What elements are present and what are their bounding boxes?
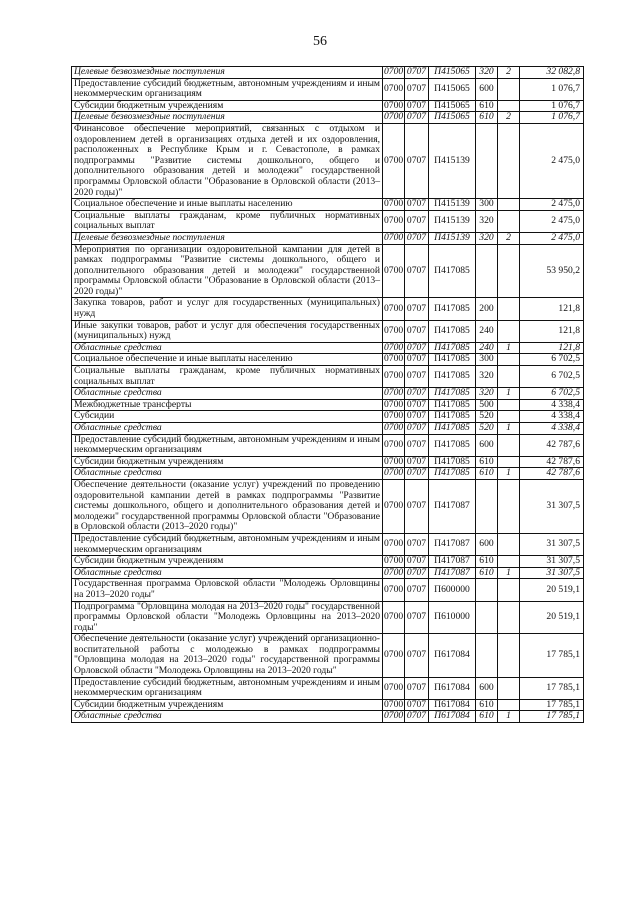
expense-name-cell: Обеспечение деятельности (оказание услуг) учреждений организационно-воспитательной работы с молодежью в рамках подпрограммы "Орловщина молодая на 2013–2020 годы" государственной программы Орловской области "Молодежь Орловщины на 2013–2020 годы" bbox=[72, 634, 383, 677]
expense-type-cell bbox=[476, 634, 498, 677]
expense-type-cell: 500 bbox=[476, 399, 498, 411]
section-code-cell: 0707 bbox=[405, 388, 429, 400]
amount-cell: 42 787,6 bbox=[520, 456, 584, 468]
target-article-cell: П617084 bbox=[429, 699, 476, 711]
target-article-cell: П417087 bbox=[429, 567, 476, 579]
ministry-code-cell: 0700 bbox=[384, 387, 404, 399]
table-row bbox=[72, 634, 584, 677]
amount-cell: 121,8 bbox=[520, 298, 584, 320]
expense-type-cell: 610 bbox=[476, 567, 498, 579]
target-article-cell: П417085 bbox=[429, 366, 476, 388]
expense-type-cell: 520 bbox=[476, 423, 498, 435]
expense-type-cell: 610 bbox=[476, 456, 498, 468]
ministry-code-cell: 0700 bbox=[384, 422, 404, 433]
table-row bbox=[72, 78, 584, 100]
funding-source-cell bbox=[498, 579, 520, 601]
target-article-cell: П415065 bbox=[429, 78, 476, 100]
expense-name-cell: Закупка товаров, работ и услуг для государственных (муниципальных) нужд bbox=[72, 298, 383, 320]
amount-cell: 121,8 bbox=[520, 320, 584, 342]
expense-name-cell: Областные средства bbox=[72, 342, 383, 354]
funding-source-cell bbox=[498, 411, 520, 423]
expense-name-cell: Социальное обеспечение и иные выплаты населению bbox=[72, 199, 383, 211]
funding-source-cell: 1 bbox=[498, 388, 520, 400]
ministry-code-cell: 0700 bbox=[383, 320, 405, 342]
funding-source-cell bbox=[498, 244, 520, 298]
amount-cell: 17 785,1 bbox=[520, 677, 584, 699]
section-code-cell: 0707 bbox=[405, 634, 429, 677]
amount-cell: 4 338,4 bbox=[520, 399, 584, 411]
table-row bbox=[72, 556, 584, 568]
expense-name-cell: Субсидии бюджетным учреждениям bbox=[72, 456, 383, 468]
section-code-cell: 0707 bbox=[405, 298, 429, 320]
table-row bbox=[72, 366, 584, 388]
section-code-cell: 0707 bbox=[405, 579, 429, 601]
ministry-code-cell: 0700 bbox=[384, 231, 404, 243]
expense-name-cell: Предоставление субсидий бюджетным, автономным учреждениям и иным некоммерческим организациям bbox=[72, 434, 383, 456]
target-article-cell: П415139 bbox=[429, 123, 476, 198]
target-article-cell: П417085 bbox=[429, 468, 476, 480]
amount-cell: 4 338,4 bbox=[520, 411, 584, 423]
expense-type-cell: 320 bbox=[476, 210, 498, 232]
amount-cell: 20 519,1 bbox=[520, 601, 584, 634]
ministry-code-cell: 0700 bbox=[384, 198, 404, 210]
section-code-cell: 0707 bbox=[405, 479, 429, 533]
amount-cell: 42 787,6 bbox=[520, 468, 584, 480]
funding-source-cell: 1 bbox=[498, 423, 520, 435]
ministry-code-cell: 0700 bbox=[384, 341, 404, 353]
section-code-cell: 0707 bbox=[405, 399, 429, 411]
ministry-code-cell: 0700 bbox=[383, 298, 405, 320]
funding-source-cell bbox=[498, 533, 520, 555]
table-row bbox=[72, 244, 584, 298]
amount-cell: 31 307,5 bbox=[520, 567, 584, 579]
funding-source-cell bbox=[498, 434, 520, 456]
amount-cell: 4 338,4 bbox=[520, 423, 584, 435]
ministry-code-cell: 0700 bbox=[383, 210, 405, 232]
target-article-cell: П417085 bbox=[429, 244, 476, 298]
table-row bbox=[72, 123, 584, 198]
expense-name-cell: Социальные выплаты гражданам, кроме публичных нормативных социальных выплат bbox=[72, 366, 383, 388]
ministry-code-cell: 0700 bbox=[384, 398, 404, 410]
target-article-cell: П417085 bbox=[429, 320, 476, 342]
expense-type-cell: 320 bbox=[476, 366, 498, 388]
amount-cell: 31 307,5 bbox=[520, 479, 584, 533]
table-row bbox=[72, 399, 584, 411]
section-code-cell: 0707 bbox=[405, 342, 429, 354]
amount-cell: 2 475,0 bbox=[520, 232, 584, 244]
ministry-code-cell: 0700 bbox=[383, 366, 405, 388]
target-article-cell: П415065 bbox=[429, 100, 476, 112]
amount-cell: 6 702,5 bbox=[520, 388, 584, 400]
funding-source-cell: 2 bbox=[498, 112, 520, 124]
expense-name-cell: Мероприятия по организации оздоровительной кампании для детей в рамках подпрограммы "Развитие системы дошкольного, общего и дополнительного образования детей и молодежи" государственной программы Орловской области "Образование в Орловской области (2013–2020 годы)" bbox=[72, 244, 383, 298]
section-code-cell: 0707 bbox=[405, 434, 429, 456]
ministry-code-cell: 0700 bbox=[383, 677, 405, 699]
target-article-cell: П417085 bbox=[429, 342, 476, 354]
section-code-cell: 0707 bbox=[405, 67, 429, 79]
table-row bbox=[72, 533, 584, 555]
ministry-code-cell: 0700 bbox=[384, 710, 404, 722]
funding-source-cell bbox=[498, 298, 520, 320]
expense-name-cell: Субсидии бюджетным учреждениям bbox=[72, 699, 383, 711]
expense-type-cell: 600 bbox=[476, 78, 498, 100]
expense-type-cell: 610 bbox=[476, 468, 498, 480]
expense-type-cell: 240 bbox=[476, 320, 498, 342]
amount-cell: 6 702,5 bbox=[520, 354, 584, 366]
expense-name-cell: Финансовое обеспечение мероприятий, связанных с отдыхом и оздоровлением детей в организациях отдыха детей и их оздоровления, расположенных в Республике Крым и г. Севастополе, в рамках подпрограммы "Развитие системы дошкольного, общего и дополнительного образования детей и молодежи" государственной программы Орловской области "Образование в Орловской области (2013–2020 годы)" bbox=[72, 123, 383, 198]
funding-source-cell bbox=[498, 210, 520, 232]
funding-source-cell bbox=[498, 556, 520, 568]
expense-type-cell bbox=[476, 579, 498, 601]
funding-source-cell: 1 bbox=[498, 342, 520, 354]
section-code-cell: 0707 bbox=[405, 601, 429, 634]
budget-table bbox=[71, 66, 584, 723]
expense-name-cell: Подпрограмма "Орловщина молодая на 2013–2020 годы" государственной программы Орловской области "Молодежь Орловщины на 2013–2020 годы" bbox=[72, 601, 383, 634]
section-code-cell: 0707 bbox=[405, 100, 429, 112]
ministry-code-cell: 0700 bbox=[383, 634, 405, 677]
expense-type-cell: 610 bbox=[476, 100, 498, 112]
expense-type-cell: 240 bbox=[476, 342, 498, 354]
table-row bbox=[72, 423, 584, 435]
funding-source-cell bbox=[498, 479, 520, 533]
table-row bbox=[72, 411, 584, 423]
section-code-cell: 0707 bbox=[405, 210, 429, 232]
target-article-cell: П417085 bbox=[429, 388, 476, 400]
ministry-code-cell: 0700 bbox=[383, 579, 405, 601]
expense-name-cell: Субсидии бюджетным учреждениям bbox=[72, 100, 383, 112]
ministry-code-cell: 0700 bbox=[384, 467, 404, 479]
expense-type-cell: 600 bbox=[476, 434, 498, 456]
ministry-code-cell: 0700 bbox=[383, 244, 405, 298]
section-code-cell: 0707 bbox=[405, 567, 429, 579]
table-row bbox=[72, 567, 584, 579]
table-row bbox=[72, 388, 584, 400]
section-code-cell: 0707 bbox=[405, 354, 429, 366]
expense-type-cell: 320 bbox=[476, 388, 498, 400]
amount-cell: 17 785,1 bbox=[520, 711, 584, 723]
target-article-cell: П417087 bbox=[429, 556, 476, 568]
expense-name-cell: Социальное обеспечение и иные выплаты населению bbox=[72, 354, 383, 366]
table-row bbox=[72, 210, 584, 232]
amount-cell: 1 076,7 bbox=[520, 78, 584, 100]
section-code-cell: 0707 bbox=[405, 711, 429, 723]
funding-source-cell: 2 bbox=[498, 232, 520, 244]
amount-cell: 1 076,7 bbox=[520, 100, 584, 112]
expense-name-cell: Субсидии bbox=[72, 411, 383, 423]
section-code-cell: 0707 bbox=[405, 366, 429, 388]
table-row bbox=[72, 456, 584, 468]
target-article-cell: П617084 bbox=[429, 711, 476, 723]
funding-source-cell: 1 bbox=[498, 468, 520, 480]
ministry-code-cell: 0700 bbox=[383, 533, 405, 555]
target-article-cell: П600000 bbox=[429, 579, 476, 601]
target-article-cell: П415139 bbox=[429, 199, 476, 211]
expense-type-cell: 610 bbox=[476, 556, 498, 568]
table-row bbox=[72, 468, 584, 480]
section-code-cell: 0707 bbox=[405, 423, 429, 435]
funding-source-cell bbox=[498, 456, 520, 468]
funding-source-cell: 2 bbox=[498, 67, 520, 79]
section-code-cell: 0707 bbox=[405, 677, 429, 699]
section-code-cell: 0707 bbox=[405, 699, 429, 711]
section-code-cell: 0707 bbox=[405, 244, 429, 298]
ministry-code-cell: 0700 bbox=[383, 434, 405, 456]
amount-cell: 2 475,0 bbox=[520, 123, 584, 198]
expense-type-cell bbox=[476, 479, 498, 533]
amount-cell: 2 475,0 bbox=[520, 210, 584, 232]
expense-type-cell: 600 bbox=[476, 677, 498, 699]
expense-type-cell bbox=[476, 123, 498, 198]
table-body bbox=[72, 67, 584, 723]
expense-type-cell: 320 bbox=[476, 67, 498, 79]
target-article-cell: П417087 bbox=[429, 533, 476, 555]
funding-source-cell bbox=[498, 123, 520, 198]
section-code-cell: 0707 bbox=[405, 320, 429, 342]
expense-name-cell: Субсидии бюджетным учреждениям bbox=[72, 556, 383, 568]
table-row bbox=[72, 677, 584, 699]
ministry-code-cell: 0700 bbox=[384, 99, 404, 111]
target-article-cell: П417085 bbox=[429, 298, 476, 320]
expense-name-cell: Областные средства bbox=[72, 711, 383, 723]
target-article-cell: П415065 bbox=[429, 67, 476, 79]
section-code-cell: 0707 bbox=[405, 78, 429, 100]
target-article-cell: П417085 bbox=[429, 411, 476, 423]
table-row bbox=[72, 354, 584, 366]
expense-type-cell: 610 bbox=[476, 711, 498, 723]
ministry-code-cell: 0700 bbox=[384, 111, 404, 123]
funding-source-cell bbox=[498, 354, 520, 366]
funding-source-cell bbox=[498, 634, 520, 677]
table-row bbox=[72, 342, 584, 354]
expense-type-cell: 200 bbox=[476, 298, 498, 320]
amount-cell: 31 307,5 bbox=[520, 556, 584, 568]
expense-type-cell: 320 bbox=[476, 232, 498, 244]
funding-source-cell bbox=[498, 677, 520, 699]
target-article-cell: П415139 bbox=[429, 232, 476, 244]
table-row bbox=[72, 601, 584, 634]
expense-name-cell: Предоставление субсидий бюджетным, автономным учреждениям и иным некоммерческим организациям bbox=[72, 78, 383, 100]
funding-source-cell bbox=[498, 320, 520, 342]
target-article-cell: П617084 bbox=[429, 634, 476, 677]
expense-type-cell: 300 bbox=[476, 199, 498, 211]
ministry-code-cell: 0700 bbox=[384, 566, 404, 578]
section-code-cell: 0707 bbox=[405, 112, 429, 124]
table-row bbox=[72, 479, 584, 533]
ministry-code-cell: 0700 bbox=[384, 353, 404, 365]
table-row bbox=[72, 320, 584, 342]
funding-source-cell: 1 bbox=[498, 711, 520, 723]
target-article-cell: П417087 bbox=[429, 479, 476, 533]
section-code-cell: 0707 bbox=[405, 533, 429, 555]
expense-name-cell: Межбюджетные трансферты bbox=[72, 399, 383, 411]
section-code-cell: 0707 bbox=[405, 123, 429, 198]
expense-name-cell: Целевые безвозмездные поступления bbox=[72, 67, 383, 79]
section-code-cell: 0707 bbox=[405, 411, 429, 423]
expense-type-cell: 600 bbox=[476, 533, 498, 555]
funding-source-cell bbox=[498, 366, 520, 388]
ministry-code-cell: 0700 bbox=[383, 601, 405, 634]
ministry-code-cell: 0700 bbox=[384, 66, 404, 77]
table-row bbox=[72, 67, 584, 79]
expense-name-cell: Обеспечение деятельности (оказание услуг) учреждений по проведению оздоровительной кампании детей в рамках подпрограммы "Развитие системы дошкольного, общего и дополнительного образования детей и молодежи" государственной программы Орловской области "Образование в Орловской области (2013–2020 годы)" bbox=[72, 479, 383, 533]
amount-cell: 31 307,5 bbox=[520, 533, 584, 555]
expense-name-cell: Государственная программа Орловской области "Молодежь Орловщины на 2013–2020 годы" bbox=[72, 579, 383, 601]
funding-source-cell bbox=[498, 699, 520, 711]
page-number: 56 bbox=[313, 34, 327, 49]
table-row bbox=[72, 699, 584, 711]
ministry-code-cell: 0700 bbox=[384, 410, 404, 422]
section-code-cell: 0707 bbox=[405, 232, 429, 244]
funding-source-cell bbox=[498, 78, 520, 100]
expense-type-cell bbox=[476, 601, 498, 634]
section-code-cell: 0707 bbox=[405, 468, 429, 480]
amount-cell: 1 076,7 bbox=[520, 112, 584, 124]
ministry-code-cell: 0700 bbox=[384, 698, 404, 710]
target-article-cell: П417085 bbox=[429, 423, 476, 435]
funding-source-cell: 1 bbox=[498, 567, 520, 579]
expense-name-cell: Предоставление субсидий бюджетным, автономным учреждениям и иным некоммерческим организациям bbox=[72, 533, 383, 555]
table-row bbox=[72, 232, 584, 244]
target-article-cell: П415139 bbox=[429, 210, 476, 232]
table-row bbox=[72, 199, 584, 211]
amount-cell: 20 519,1 bbox=[520, 579, 584, 601]
target-article-cell: П417085 bbox=[429, 434, 476, 456]
expense-name-cell: Социальные выплаты гражданам, кроме публичных нормативных социальных выплат bbox=[72, 210, 383, 232]
section-code-cell: 0707 bbox=[405, 456, 429, 468]
target-article-cell: П417085 bbox=[429, 354, 476, 366]
funding-source-cell bbox=[498, 199, 520, 211]
funding-source-cell bbox=[498, 399, 520, 411]
ministry-code-cell: 0700 bbox=[383, 78, 405, 100]
section-code-cell: 0707 bbox=[405, 556, 429, 568]
expense-name-cell: Областные средства bbox=[72, 468, 383, 480]
expense-name-cell: Областные средства bbox=[72, 388, 383, 400]
amount-cell: 17 785,1 bbox=[520, 699, 584, 711]
amount-cell: 6 702,5 bbox=[520, 366, 584, 388]
amount-cell: 32 082,8 bbox=[520, 67, 584, 79]
target-article-cell: П610000 bbox=[429, 601, 476, 634]
target-article-cell: П617084 bbox=[429, 677, 476, 699]
expense-type-cell: 610 bbox=[476, 112, 498, 124]
funding-source-cell bbox=[498, 601, 520, 634]
amount-cell: 42 787,6 bbox=[520, 434, 584, 456]
expense-type-cell: 520 bbox=[476, 411, 498, 423]
table-row bbox=[72, 434, 584, 456]
expense-type-cell bbox=[476, 244, 498, 298]
expense-name-cell: Предоставление субсидий бюджетным, автономным учреждениям и иным некоммерческим организациям bbox=[72, 677, 383, 699]
amount-cell: 2 475,0 bbox=[520, 199, 584, 211]
expense-name-cell: Областные средства bbox=[72, 423, 383, 435]
amount-cell: 17 785,1 bbox=[520, 634, 584, 677]
expense-type-cell: 610 bbox=[476, 699, 498, 711]
ministry-code-cell: 0700 bbox=[384, 455, 404, 467]
table-row bbox=[72, 711, 584, 723]
expense-name-cell: Областные средства bbox=[72, 567, 383, 579]
target-article-cell: П415065 bbox=[429, 112, 476, 124]
expense-name-cell: Целевые безвозмездные поступления bbox=[72, 112, 383, 124]
expense-type-cell: 300 bbox=[476, 354, 498, 366]
table-row bbox=[72, 100, 584, 112]
expense-name-cell: Целевые безвозмездные поступления bbox=[72, 232, 383, 244]
amount-cell: 121,8 bbox=[520, 342, 584, 354]
ministry-code-cell: 0700 bbox=[383, 123, 405, 198]
table-row bbox=[72, 298, 584, 320]
funding-source-cell bbox=[498, 100, 520, 112]
ministry-code-cell: 0700 bbox=[384, 555, 404, 567]
amount-cell: 53 950,2 bbox=[520, 244, 584, 298]
table-row bbox=[72, 112, 584, 124]
table-row bbox=[72, 579, 584, 601]
target-article-cell: П417085 bbox=[429, 399, 476, 411]
target-article-cell: П417085 bbox=[429, 456, 476, 468]
section-code-cell: 0707 bbox=[405, 199, 429, 211]
expense-name-cell: Иные закупки товаров, работ и услуг для обеспечения государственных (муниципальных) нужд bbox=[72, 320, 383, 342]
ministry-code-cell: 0700 bbox=[383, 479, 405, 533]
